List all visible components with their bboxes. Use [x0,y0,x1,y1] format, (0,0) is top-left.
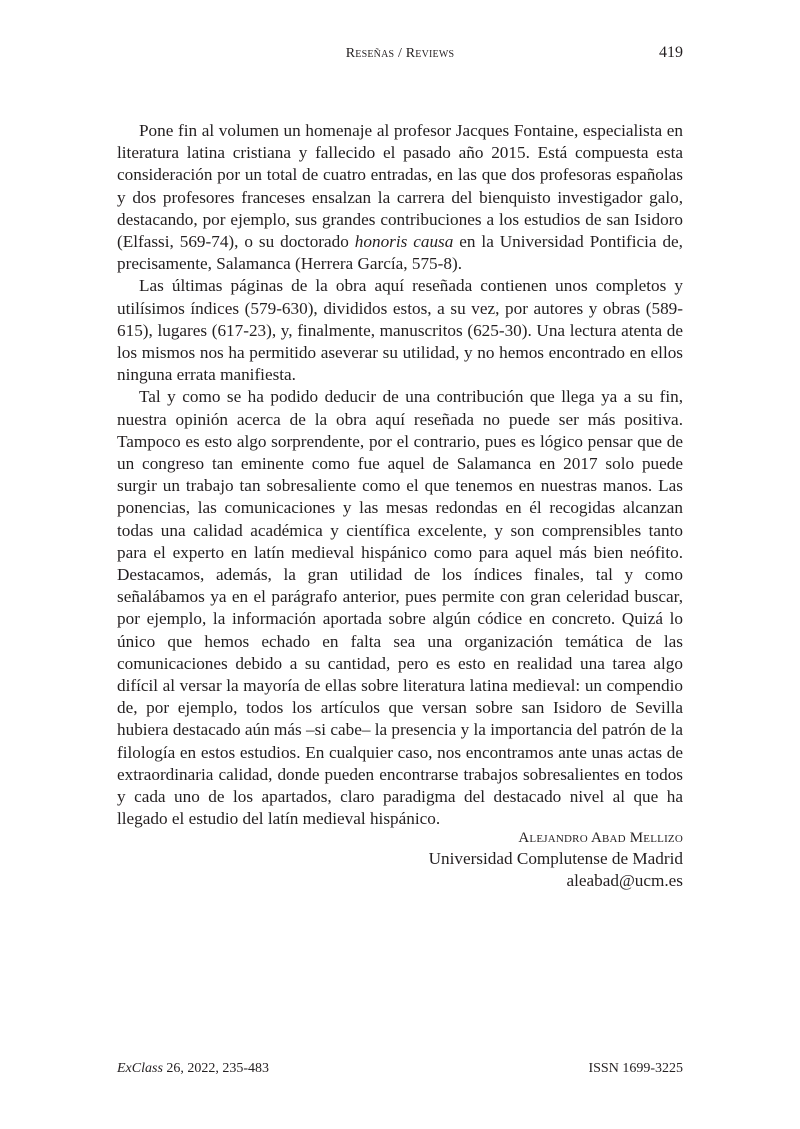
running-title: Reseñas / Reviews [345,46,455,61]
reviewer-name: Alejandro Abad Mellizo [518,830,683,846]
journal-name: ExClass [117,1061,163,1076]
volume-info: 26, 2022, 235-483 [162,1061,270,1076]
review-body [117,120,683,831]
paragraph-indices: Las últimas páginas de la obra aquí reseñada contienen unos completos y utilísimos índices (579-630), divididos estos, a su vez, por autores y obras (589-615), lugares (617-23), y, finalmente, manuscritos (625-30). Una lectura atenta de los mismos nos ha permitido aseverar su utilidad, y no hemos encontrado en ellos ninguna errata manifiesta. [117,276,683,385]
paragraph-text: Pone fin al volumen un homenaje al profesor Jacques Fontaine, especialista en literatura latina cristiana y fallecido el pasado año 2015. Está compuesta esta consideración por un total de cuatro entradas, en las que dos profesoras españolas y dos profesores franceses ensalzan la carrera del bienquisto investigador galo, destacando, por ejemplo, sus grandes contribuciones a los estudios de san Isidoro (Elfassi, 569-74), o su doctorado [117,121,683,252]
running-head [117,44,683,66]
paragraph-conclusion: Tal y como se ha podido deducir de una contribución que llega ya a su fin, nuestra opinión acerca de la obra aquí reseñada no puede ser más positiva. Tampoco es esto algo sorprendente, por el contrario, pues es lógico pensar que de un congreso tan eminente como fue aquel de Salamanca en 2017 solo puede surgir un trabajo tan sobresaliente como el que tenemos en nuestras manos. Las ponencias, las comunicaciones y las mesas redondas en él recogidas alcanzan todas una calidad académica y científica excelente, y son comprensibles tanto para el experto en latín medieval hispánico como para aquel más bien neófito. Destacamos, además, la gran utilidad de los índices finales, tal y como señalábamos ya en el parágrafo anterior, pues permite con gran celeridad buscar, por ejemplo, la información aportada sobre algún códice en concreto. Quizá lo único que hemos echado en falta sea una organización temática de las comunicaciones debido a su cantidad, pero es esto en realidad una tarea algo difícil al versar la mayoría de ellas sobre literatura latina medieval: un compendio de, por ejemplo, todos los artículos que versan sobre san Isidoro de Sevilla hubiera destacado aún más –si cabe– la presencia y la importancia del patrón de la filología en estos estudios. En cualquier caso, nos encontramos ante unas actas de extraordinaria calidad, donde pueden encontrarse trabajos sobresalientes en todos y cada uno de los apartados, claro paradigma del destacado nivel al que ha llegado el estudio del latín medieval hispánico. [117,387,683,829]
page-number: 419 [659,44,683,61]
issn: ISSN 1699-3225 [588,1061,683,1076]
paragraph-text: en la Universidad Pontificia de, precisamente, Salamanca (Herrera García, 575-8). [117,232,683,274]
journal-citation [117,1061,269,1077]
italic-term: honoris causa [354,232,454,252]
reviewer-affiliation: Universidad Complutense de Madrid [428,849,683,868]
reviewer-signature [429,828,683,892]
reviewer-email[interactable]: aleabad@ucm.es [566,871,683,890]
paragraph-homage [117,120,683,275]
